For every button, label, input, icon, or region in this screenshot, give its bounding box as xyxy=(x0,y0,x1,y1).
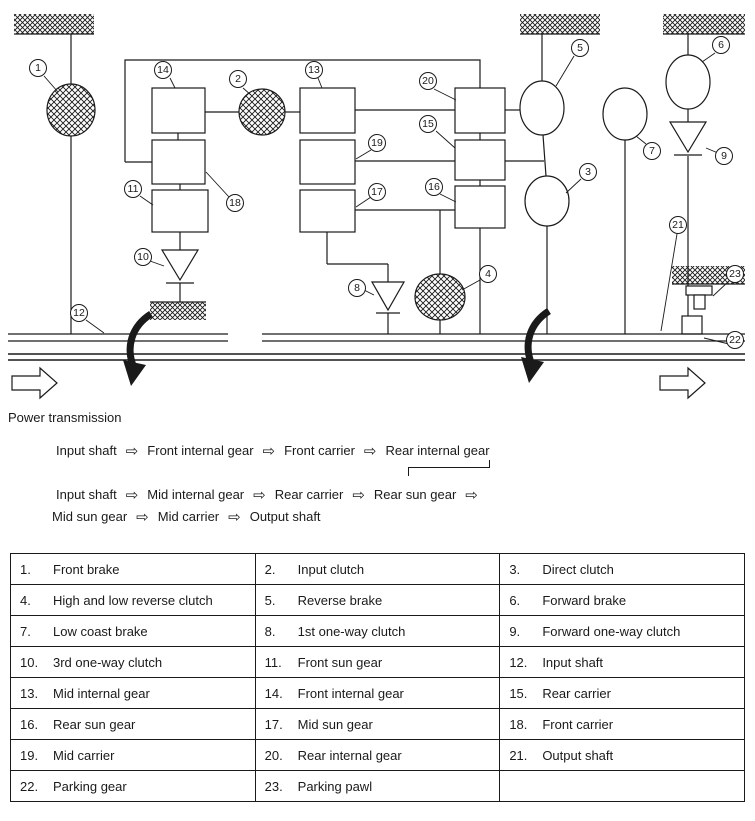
legend-item-label: 1st one-way clutch xyxy=(297,623,406,639)
callout-20: 20 xyxy=(419,72,437,90)
callout-1: 1 xyxy=(29,59,47,77)
legend-item-label: Front brake xyxy=(53,561,120,577)
ground-hatch xyxy=(14,14,94,34)
flow-term: Rear internal gear xyxy=(385,443,490,458)
legend-item-number: 3. xyxy=(509,561,521,577)
legend-row xyxy=(11,678,745,709)
legend-cell xyxy=(255,740,500,771)
flow-term: Mid sun gear xyxy=(52,509,128,524)
rotation-arrow xyxy=(123,314,151,386)
flow-direction-arrow-icon xyxy=(12,368,57,398)
legend-item-number: 6. xyxy=(509,592,521,608)
legend-item-number: 23. xyxy=(264,778,283,794)
legend-item-number: 14. xyxy=(264,685,283,701)
front-internal-gear-box xyxy=(152,88,205,133)
legend-item-number: 11. xyxy=(264,654,282,670)
legend-cell xyxy=(500,647,745,678)
direct-clutch-symbol xyxy=(525,176,569,226)
legend-cell xyxy=(500,740,745,771)
legend-cell xyxy=(11,709,256,740)
legend-item-label: Forward brake xyxy=(542,592,627,608)
input-shaft-line xyxy=(8,334,228,341)
legend-cell xyxy=(500,585,745,616)
flow-term: Input shaft xyxy=(56,443,117,458)
legend-item-label: Input clutch xyxy=(297,561,365,577)
ground-hatch xyxy=(663,14,745,34)
callout-3: 3 xyxy=(579,163,597,181)
flow-term: Front carrier xyxy=(284,443,355,458)
callout-5: 5 xyxy=(571,39,589,57)
legend-cell xyxy=(11,585,256,616)
legend-item-label: Front internal gear xyxy=(297,685,404,701)
legend-item-label: Low coast brake xyxy=(53,623,148,639)
legend-cell xyxy=(11,740,256,771)
legend-row xyxy=(11,709,745,740)
legend-item-label: Output shaft xyxy=(542,747,614,763)
legend-item-number: 22. xyxy=(20,778,39,794)
legend-row xyxy=(11,771,745,802)
flow-arrow-icon: ⇨ xyxy=(228,508,241,526)
callout-4: 4 xyxy=(479,265,497,283)
flow-arrow-icon: ⇨ xyxy=(253,486,266,504)
flow-term: Mid internal gear xyxy=(147,487,245,502)
rear-internal-gear-box xyxy=(455,88,505,133)
callout-7: 7 xyxy=(643,142,661,160)
flow-row-3 xyxy=(0,507,755,527)
flow-arrow-icon: ⇨ xyxy=(363,442,377,460)
flow-arrow-icon: ⇨ xyxy=(125,486,139,504)
callout-19: 19 xyxy=(368,134,386,152)
front-carrier-box xyxy=(152,140,205,184)
front-brake-symbol xyxy=(47,84,95,136)
legend-item-number: 16. xyxy=(20,716,39,732)
legend-item-label: Reverse brake xyxy=(297,592,383,608)
legend-item-label: Rear sun gear xyxy=(53,716,136,732)
legend-cell xyxy=(255,771,500,802)
legend-cell xyxy=(11,554,256,585)
legend-cell xyxy=(255,554,500,585)
transmission-schematic xyxy=(0,0,755,400)
legend-item-number: 7. xyxy=(20,623,31,639)
flow-arrow-icon: ⇨ xyxy=(262,442,276,460)
mid-carrier-box xyxy=(300,140,355,184)
legend-cell xyxy=(255,709,500,740)
parking-gear-symbol xyxy=(682,316,702,334)
callout-15: 15 xyxy=(419,115,437,133)
legend-table xyxy=(10,553,745,802)
legend-row xyxy=(11,585,745,616)
rear-sun-gear-box xyxy=(455,186,505,228)
rotation-arrow xyxy=(521,311,549,383)
parking-pawl-symbol xyxy=(686,286,712,309)
legend-item-label: Direct clutch xyxy=(542,561,614,577)
mid-shaft-line xyxy=(262,334,745,341)
legend-item-number: 10. xyxy=(20,654,39,670)
legend-table-body xyxy=(11,554,745,802)
legend-item-number: 18. xyxy=(509,716,528,732)
legend-item-label: Input shaft xyxy=(542,654,604,670)
callout-23: 23 xyxy=(726,265,744,283)
legend-item-label: Forward one-way clutch xyxy=(542,623,681,639)
callout-21: 21 xyxy=(669,216,687,234)
legend-item-label: Parking pawl xyxy=(297,778,373,794)
input-clutch-symbol xyxy=(239,89,285,135)
legend-item-number: 20. xyxy=(264,747,283,763)
power-transmission-flows xyxy=(0,441,755,527)
flow-term: Mid carrier xyxy=(157,509,220,524)
legend-cell xyxy=(255,647,500,678)
callout-17: 17 xyxy=(368,183,386,201)
flow-direction-arrow-icon xyxy=(660,368,705,398)
flow-row-2 xyxy=(0,485,755,505)
flow-arrow-icon: ⇨ xyxy=(125,442,139,460)
callout-11: 11 xyxy=(124,180,142,198)
flow-term: Rear sun gear xyxy=(373,487,457,502)
legend-item-number: 9. xyxy=(509,623,521,639)
output-shaft-line xyxy=(8,354,745,360)
ground-hatch xyxy=(150,302,206,320)
legend-item-number: 19. xyxy=(20,747,39,763)
legend-item-number: 4. xyxy=(20,592,31,608)
mid-internal-gear-box xyxy=(300,88,355,133)
callout-16: 16 xyxy=(425,178,443,196)
flow-arrow-icon: ⇨ xyxy=(136,508,149,526)
callout-22: 22 xyxy=(726,331,744,349)
third-one-way-clutch-symbol xyxy=(162,250,198,302)
high-low-reverse-clutch-symbol xyxy=(415,274,465,320)
legend-cell xyxy=(11,678,256,709)
legend-cell xyxy=(255,678,500,709)
front-sun-gear-box xyxy=(152,190,208,232)
callout-8: 8 xyxy=(348,279,366,297)
legend-cell xyxy=(11,616,256,647)
callout-2: 2 xyxy=(229,70,247,88)
flow-wrap-connector-tail xyxy=(408,468,410,476)
flow-row-1 xyxy=(0,441,755,461)
legend-item-number: 21. xyxy=(509,747,528,763)
legend-row xyxy=(11,554,745,585)
reverse-brake-symbol xyxy=(520,81,564,135)
flow-term: Output shaft xyxy=(249,509,321,524)
callout-6: 6 xyxy=(712,36,730,54)
legend-item-number: 17. xyxy=(264,716,283,732)
legend-cell xyxy=(500,554,745,585)
legend-item-label: Front carrier xyxy=(542,716,614,732)
legend-item-number: 2. xyxy=(264,561,276,577)
rear-carrier-box xyxy=(455,140,505,180)
legend-item-label: Rear carrier xyxy=(542,685,611,701)
flow-term: Input shaft xyxy=(56,487,117,502)
callout-10: 10 xyxy=(134,248,152,266)
legend-item-label: 3rd one-way clutch xyxy=(53,654,163,670)
legend-item-number: 8. xyxy=(264,623,276,639)
legend-item-label: Parking gear xyxy=(53,778,127,794)
flow-term: Rear carrier xyxy=(274,487,344,502)
legend-item-number: 13. xyxy=(20,685,39,701)
legend-item-label: Front sun gear xyxy=(297,654,383,670)
callout-14: 14 xyxy=(154,61,172,79)
forward-brake-symbol xyxy=(666,55,710,109)
legend-item-number: 1. xyxy=(20,561,31,577)
ground-hatch xyxy=(520,14,600,34)
legend-cell xyxy=(11,771,256,802)
legend-cell xyxy=(500,616,745,647)
legend-row xyxy=(11,616,745,647)
forward-one-way-clutch-symbol xyxy=(670,122,706,155)
legend-row xyxy=(11,647,745,678)
legend-row xyxy=(11,740,745,771)
legend-item-label: Mid internal gear xyxy=(53,685,150,701)
legend-item-label: Rear internal gear xyxy=(297,747,402,763)
low-coast-brake-symbol xyxy=(603,88,647,140)
legend-cell xyxy=(11,647,256,678)
callout-13: 13 xyxy=(305,61,323,79)
legend-item-label: Mid sun gear xyxy=(297,716,373,732)
flow-arrow-icon: ⇨ xyxy=(352,486,365,504)
flow-term: Front internal gear xyxy=(147,443,254,458)
legend-cell xyxy=(500,771,745,802)
power-transmission-title: Power transmission xyxy=(8,410,122,425)
legend-cell xyxy=(255,616,500,647)
legend-item-label: High and low reverse clutch xyxy=(53,592,213,608)
mid-sun-gear-box xyxy=(300,190,355,232)
first-one-way-clutch-symbol xyxy=(372,282,404,334)
legend-item-label: Mid carrier xyxy=(53,747,115,763)
callout-9: 9 xyxy=(715,147,733,165)
legend-cell xyxy=(500,709,745,740)
legend-item-number: 12. xyxy=(509,654,528,670)
flow-arrow-icon: ⇨ xyxy=(465,486,478,504)
legend-cell xyxy=(255,585,500,616)
flow-wrap-connector xyxy=(408,460,490,468)
callout-12: 12 xyxy=(70,304,88,322)
legend-item-number: 15. xyxy=(509,685,528,701)
legend-cell xyxy=(500,678,745,709)
callout-18: 18 xyxy=(226,194,244,212)
legend-item-number: 5. xyxy=(264,592,276,608)
